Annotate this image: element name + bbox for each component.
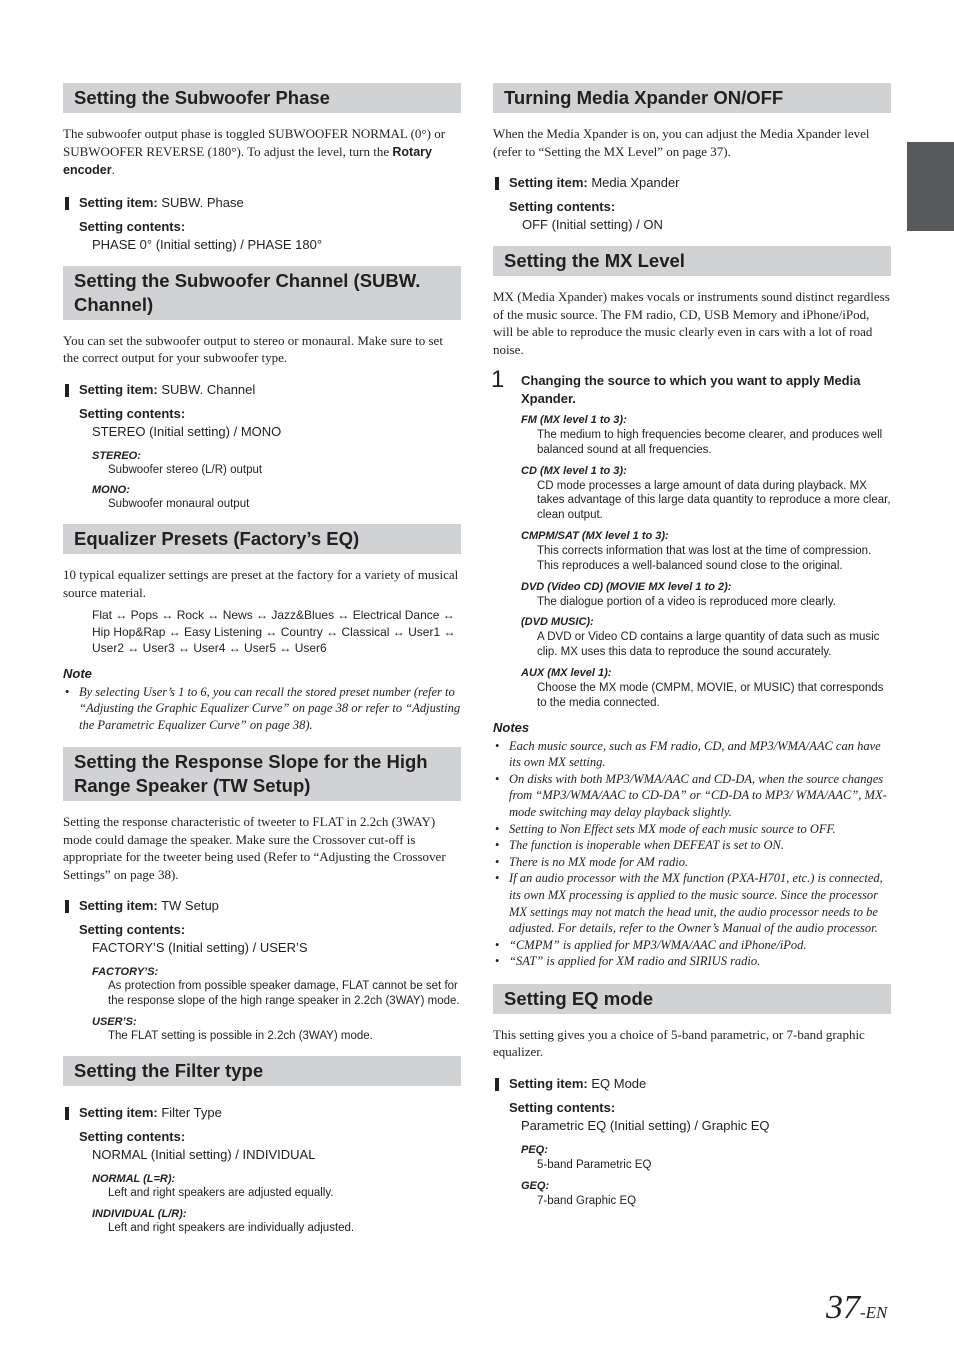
contents-label: Setting contents: (79, 1128, 186, 1144)
option-label: FACTORY’S: (92, 966, 159, 979)
section-subwoofer-phase (63, 83, 461, 254)
intro-text: The subwoofer output phase is toggled SUBWOOFER NORMAL (0°) or SUBWOOFER REVERSE (180°). To adjust the level, turn the (63, 126, 446, 159)
item-marker (65, 900, 69, 913)
option-desc: 5-band Parametric EQ (537, 1158, 652, 1171)
option-desc: Subwoofer stereo (L/R) output (108, 463, 263, 476)
option-label: MONO: (92, 484, 130, 497)
item-label: Setting item: (79, 1104, 158, 1120)
item-value: EQ Mode (587, 1075, 647, 1091)
item-label: Setting item: (79, 898, 158, 914)
option-desc: 7-band Graphic EQ (537, 1194, 637, 1207)
section-filter-type (63, 1056, 461, 1236)
contents-value: Parametric EQ (Initial setting) / Graphic EQ (521, 1117, 770, 1133)
contents-value: OFF (Initial setting) / ON (522, 217, 663, 232)
mx-mode-label: AUX (MX level 1): (521, 666, 612, 679)
option-desc: Left and right speakers are adjusted equally. (108, 1186, 334, 1199)
note-item: • Each music source, such as FM radio, CD, and MP3/WMA/AAC can have its own MX setting. (509, 738, 891, 771)
setting-item (63, 381, 461, 399)
heading-text: Setting the MX Level (504, 250, 685, 271)
contents-value: FACTORY’S (Initial setting) / USER’S (92, 940, 308, 956)
item-marker (495, 177, 499, 190)
heading-text: Setting the Subwoofer Channel (SUBW. Channel) (74, 269, 421, 315)
section-eq-presets (63, 524, 461, 733)
contents-label: Setting contents: (79, 218, 186, 234)
mx-mode-desc: CD mode processes a large amount of data during playback. MX takes advantage of this large data quantity to reproduce a more clear, clean output. (537, 479, 891, 522)
option-label: INDIVIDUAL (L/R): (92, 1207, 187, 1220)
section-heading (63, 83, 461, 113)
note-item: • “SAT” is applied for XM radio and SIRIUS radio. (509, 953, 891, 970)
note-item: • If an audio processor with the MX function (PXA-H701, etc.) is connected, its own MX processing is applied to the music source. Since the processor MX settings may not match the head unit, the audio processor needs to be adjusted. For details, refer to the Owner’s Manual of the audio processor. (509, 870, 891, 936)
heading-text: Setting EQ mode (504, 987, 654, 1009)
notes-list (493, 738, 891, 970)
mx-mode-desc: A DVD or Video CD contains a large quantity of data such as music clip. MX uses this data to reproduce the sound accurately. (537, 631, 880, 659)
contents-label: Setting contents: (79, 405, 186, 421)
section-heading (493, 83, 891, 113)
step-number: 1 (491, 366, 505, 393)
mx-mode-desc: The dialogue portion of a video is reproduced more clearly. (537, 595, 836, 608)
item-marker (65, 197, 69, 210)
heading-text: Setting the Subwoofer Phase (74, 87, 330, 108)
option-desc: As protection from possible speaker damage, FLAT cannot be set for the response slope of the high range speaker in 2.2ch (3WAY) mode. (108, 980, 460, 1008)
heading-text: Turning Media Xpander ON/OFF (504, 87, 784, 108)
section-eq-mode (493, 984, 891, 1209)
setting-item (63, 1104, 461, 1122)
right-column (493, 83, 891, 1220)
section-heading (493, 984, 891, 1014)
intro-paragraph: 10 typical equalizer settings are preset at the factory for a variety of musical source material. (63, 567, 459, 600)
section-subwoofer-channel (63, 266, 461, 513)
note-item: • On disks with both MP3/WMA/AAC and CD-DA, when the source changes from “MP3/WMA/AAC to CD-DA” or “CD-DA to MP3/ WMA/AAC”, MX-mode switching may delay playback slightly. (509, 771, 891, 821)
section-mx-level (493, 246, 891, 970)
section-heading (63, 747, 461, 801)
intro-paragraph: MX (Media Xpander) makes vocals or instruments sound distinct regardless of the music source. The FM radio, CD, USB Memory and iPhone/iPod, will be able to reproduce the music clearly even in cars with a lot of road noise. (493, 289, 890, 357)
item-marker (495, 1078, 499, 1091)
contents-value: NORMAL (Initial setting) / INDIVIDUAL (92, 1146, 316, 1162)
option-label: STEREO: (92, 449, 141, 462)
note-item: • The function is inoperable when DEFEAT is set to ON. (509, 837, 891, 854)
page-number (826, 1288, 887, 1333)
option-label: PEQ: (521, 1143, 548, 1156)
intro-paragraph: Setting the response characteristic of tweeter to FLAT in 2.2ch (3WAY) mode could damage the speaker. Make sure the Crossover cut-off is appropriate for the tweeter being used (Refer to “Adjusting the Crossover Settings” on page 38). (63, 814, 446, 882)
item-value: Filter Type (157, 1104, 222, 1120)
contents-label: Setting contents: (509, 199, 616, 214)
heading-text: Setting the Response Slope for the High Range Speaker (TW Setup) (74, 751, 428, 797)
intro-paragraph: This setting gives you a choice of 5-band parametric, or 7-band graphic equalizer. (493, 1026, 865, 1060)
item-value: SUBW. Phase (157, 194, 244, 210)
item-label: Setting item: (79, 381, 158, 397)
note-item: • By selecting User’s 1 to 6, you can recall the stored preset number (refer to “Adjusting the Graphic Equalizer Curve” on page 38 or refer to “Adjusting the Parametric Equalizer Curve” on page 38). (79, 684, 461, 734)
setting-item (63, 194, 461, 212)
heading-text: Equalizer Presets (Factory’s EQ) (74, 528, 360, 550)
contents-value: PHASE 0° (Initial setting) / PHASE 180° (92, 236, 323, 252)
intro-end: . (111, 162, 115, 177)
section-heading (63, 266, 461, 320)
setting-item (63, 897, 461, 915)
item-marker (65, 384, 69, 397)
item-value: SUBW. Channel (157, 381, 256, 397)
mx-mode-label: (DVD MUSIC): (521, 616, 594, 629)
item-marker (65, 1107, 69, 1120)
mx-mode-desc: This corrects information that was lost at the time of compression. This reproduces a well-balanced sound close to the original. (537, 544, 872, 572)
heading-text: Setting the Filter type (74, 1059, 264, 1081)
intro-paragraph: When the Media Xpander is on, you can adjust the Media Xpander level (refer to “Setting the MX Level” on page 37). (493, 126, 870, 159)
step-text: Changing the source to which you want to apply Media Xpander. (521, 373, 861, 406)
intro-paragraph: You can set the subwoofer output to stereo or monaural. Make sure to set the correct output for your subwoofer type. (63, 332, 443, 365)
mx-mode-label: CD (MX level 1 to 3): (521, 464, 627, 477)
step-1 (491, 366, 891, 407)
intro-bold: Rotary encoder (63, 144, 432, 177)
note-list (63, 684, 461, 734)
option-desc: Subwoofer monaural output (108, 498, 250, 511)
option-desc: The FLAT setting is possible in 2.2ch (3WAY) mode. (108, 1029, 373, 1042)
item-label: Setting item: (509, 1075, 588, 1091)
option-label: NORMAL (L=R): (92, 1172, 176, 1185)
intro-paragraph (63, 125, 461, 180)
mx-mode-desc: Choose the MX mode (CMPM, MOVIE, or MUSIC) that corresponds to the media connected. (537, 681, 884, 709)
page-number-value: 37 (826, 1289, 860, 1326)
section-heading (63, 524, 461, 554)
contents-value: STEREO (Initial setting) / MONO (92, 423, 282, 439)
note-item: • There is no MX mode for AM radio. (509, 854, 891, 871)
contents-label: Setting contents: (79, 922, 186, 938)
note-item: • Setting to Non Effect sets MX mode of each music source to OFF. (509, 821, 891, 838)
section-media-xpander (493, 83, 891, 234)
setting-item (493, 174, 891, 192)
notes-title: Notes (493, 719, 530, 735)
section-heading (493, 246, 891, 276)
mx-mode-label: DVD (Video CD) (MOVIE MX level 1 to 2): (521, 580, 732, 593)
contents-label: Setting contents: (509, 1099, 616, 1115)
item-value: Media Xpander (587, 175, 680, 190)
preset-list: Flat ↔ Pops ↔ Rock ↔ News ↔ Jazz&Blues ↔ Electrical Dance ↔ Hip Hop&Rap ↔ Easy Listening ↔ Country ↔ Classical ↔ User1 ↔ User2 ↔ User3 ↔ User4 ↔ User5 ↔ User6 (92, 608, 456, 656)
item-value: TW Setup (157, 898, 219, 914)
item-label: Setting item: (509, 175, 588, 190)
mx-mode-desc: The medium to high frequencies become clearer, and produces well balanced sound at all frequencies. (537, 429, 883, 456)
note-item: • “CMPM” is applied for MP3/WMA/AAC and iPhone/iPod. (509, 937, 891, 954)
left-column (63, 83, 461, 1247)
page-suffix: -EN (860, 1303, 888, 1322)
section-heading (63, 1056, 461, 1086)
section-tw-setup (63, 747, 461, 1043)
chapter-tab (907, 142, 954, 231)
option-desc: Left and right speakers are individually adjusted. (108, 1221, 355, 1234)
option-label: GEQ: (521, 1179, 550, 1192)
option-label: USER’S: (92, 1015, 137, 1028)
note-title: Note (63, 665, 92, 681)
item-label: Setting item: (79, 194, 158, 210)
setting-item (493, 1075, 891, 1093)
mx-mode-label: CMPM/SAT (MX level 1 to 3): (521, 529, 669, 542)
mx-mode-label: FM (MX level 1 to 3): (521, 414, 627, 426)
